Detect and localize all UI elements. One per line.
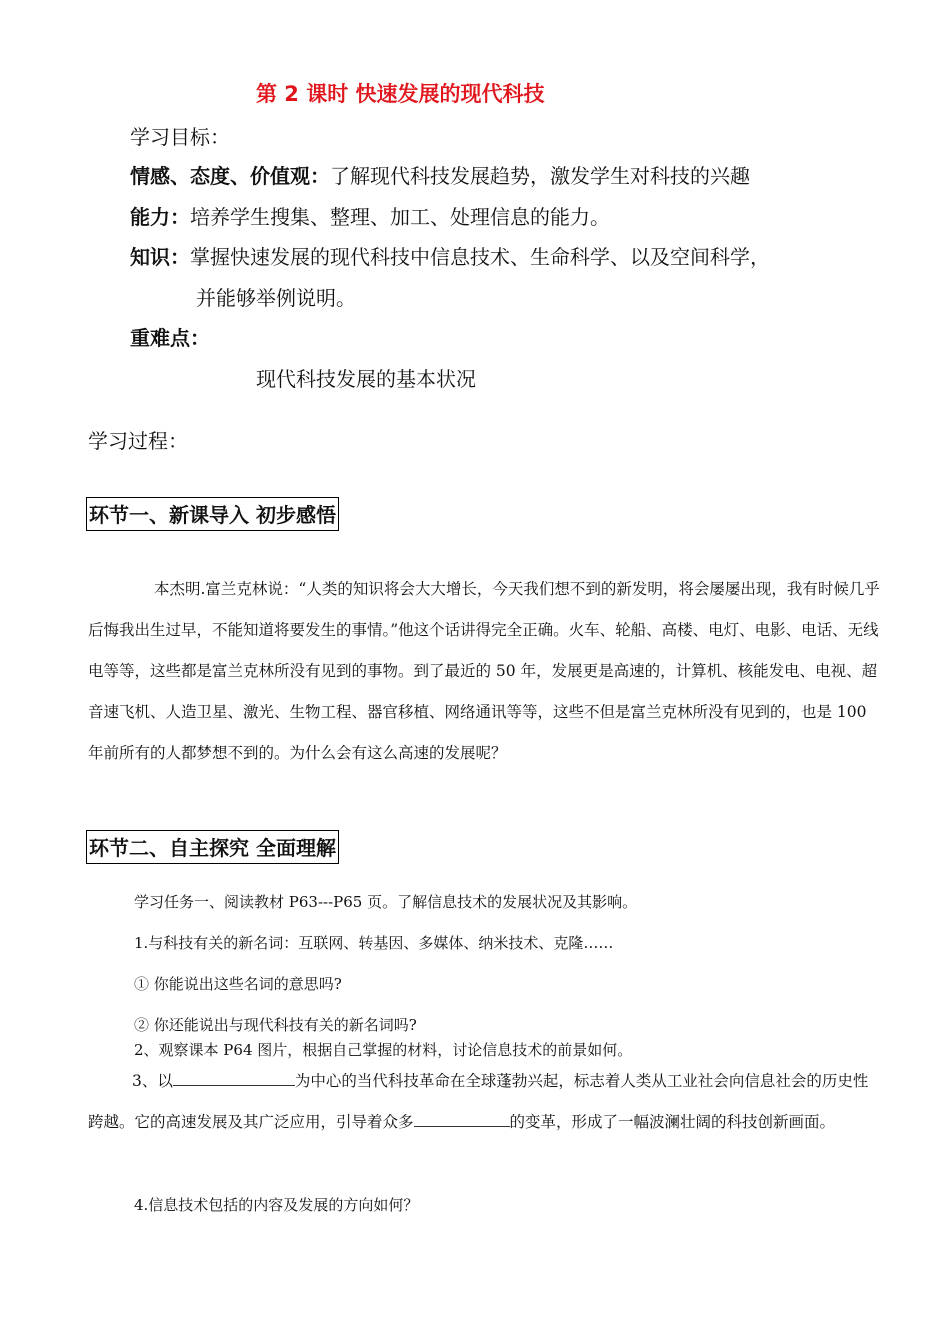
section2-heading: 环节二、自主探究 全面理解: [86, 830, 339, 864]
key-points-text: 现代科技发展的基本状况: [256, 367, 476, 391]
emotion-objective: [130, 160, 750, 189]
item4-text: 4.信息技术包括的内容及发展的方向如何？: [134, 1196, 419, 1214]
objectives-heading: 学习目标：: [130, 125, 230, 149]
section1-paragraph: 本杰明.富兰克林说：“人类的知识将会大大增长，今天我们想不到的新发明，将会屡屡出现，我有时候几乎后悔我出生过早，不能知道将要发生的事情。”他这个话讲得完全正确。火车、轮船、高楼、电灯、电影、电话、无线电等等，这些都是富兰克林所没有见到的事物。到了最近的 50 年，发展更是高速的，计算机、核能发电、电视、超音速飞机、人造卫星、激光、生物工程、器官移植、网络通讯等等，这些不但是富兰克林所没有见到的，也是 100 年前所有的人都梦想不到的。为什么会有这么高速的发展呢？: [88, 580, 880, 762]
item1-text: 1.与科技有关的新名词：互联网、转基因、多媒体、纳米技术、克隆……: [134, 934, 614, 952]
ability-text: 培养学生搜集、整理、加工、处理信息的能力。: [190, 205, 610, 229]
item3-part3: 的变革，形成了一幅波澜壮阔的科技创新画面。: [509, 1113, 836, 1131]
emotion-label: 情感、态度、价值观：: [130, 164, 330, 188]
item1b-text: ② 你还能说出与现代科技有关的新名词吗?: [134, 1016, 417, 1034]
ability-objective: [130, 201, 610, 230]
blank-field-1[interactable]: [173, 1084, 295, 1086]
process-heading: 学习过程：: [88, 429, 188, 453]
knowledge-text-1: 掌握快速发展的现代科技中信息技术、生命科学、以及空间科学，: [190, 245, 770, 269]
item3-part1: 3、以: [132, 1072, 173, 1090]
section1-heading: 环节一、新课导入 初步感悟: [86, 497, 339, 531]
item1a-text: ① 你能说出这些名词的意思吗?: [134, 975, 342, 993]
blank-field-2[interactable]: [414, 1125, 510, 1127]
knowledge-objective: [130, 241, 770, 270]
knowledge-label: 知识：: [130, 245, 190, 269]
item2-text: 2、观察课本 P64 图片，根据自己掌握的材料，讨论信息技术的前景如何。: [134, 1041, 633, 1059]
knowledge-text-2: 并能够举例说明。: [196, 286, 356, 310]
item3-paragraph: [88, 1061, 880, 1143]
emotion-text: 了解现代科技发展趋势，激发学生对科技的兴趣: [330, 164, 750, 188]
key-points-heading: 重难点：: [130, 326, 210, 350]
task1-text: 学习任务一、阅读教材 P63---P65 页。了解信息技术的发展状况及其影响。: [134, 893, 638, 911]
item3-part2: 为中心的当代科技革命在全球蓬勃兴起，标志着人类从工业社会向信息社会的历史性跨越。它的高速发展及其广泛应用，引导着众多: [88, 1072, 869, 1131]
ability-label: 能力：: [130, 205, 190, 229]
page-title: 第 2 课时 快速发展的现代科技: [256, 82, 545, 106]
